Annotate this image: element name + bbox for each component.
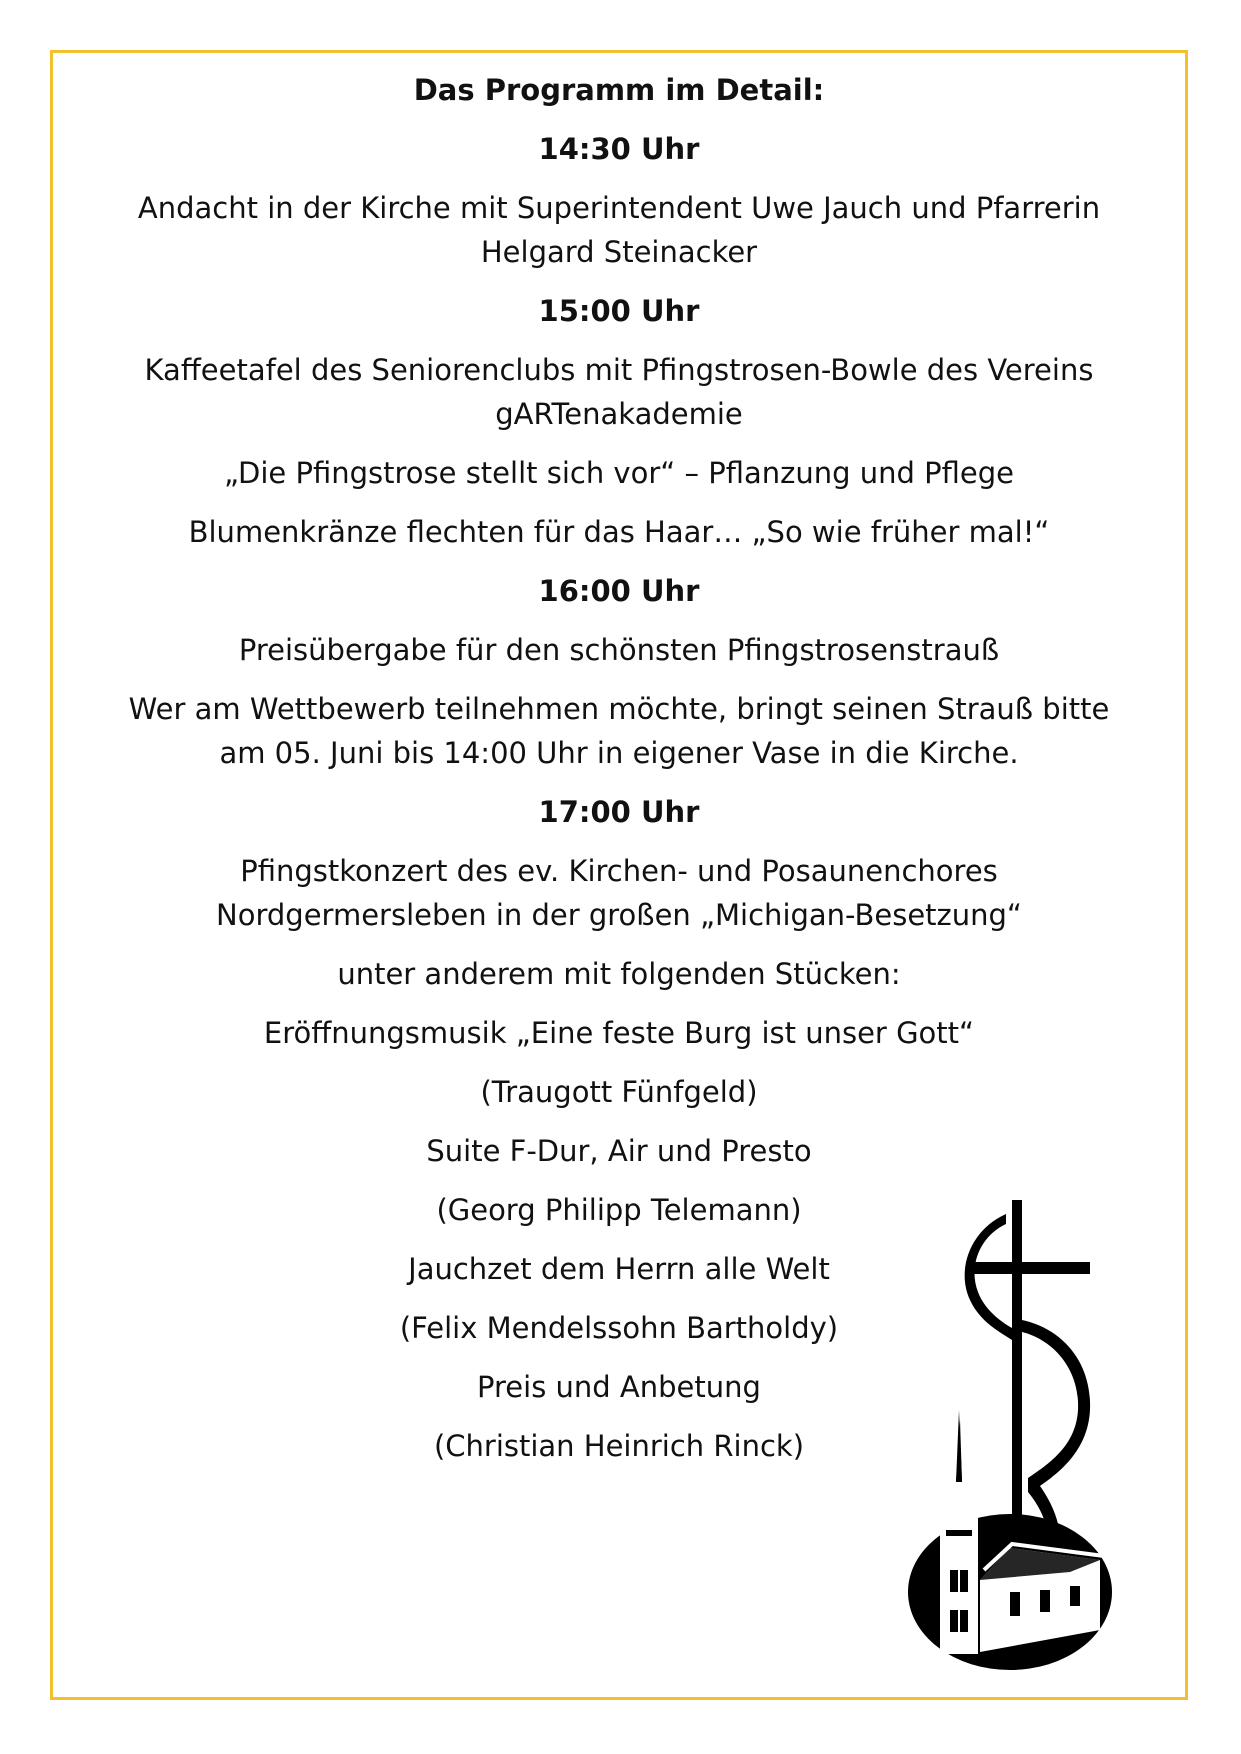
text-line: Jauchzet dem Herrn alle Welt bbox=[408, 1252, 830, 1286]
time-1700: 17:00 Uhr bbox=[538, 795, 700, 829]
text-line: Preisübergabe für den schönsten Pfingstrosenstrauß bbox=[238, 633, 1000, 667]
text-line: „Die Pfingstrose stellt sich vor“ – Pflanzung und Pflege bbox=[224, 456, 1014, 490]
time-1430: 14:30 Uhr bbox=[538, 132, 700, 166]
text-line: (Georg Philipp Telemann) bbox=[436, 1193, 802, 1227]
text-line: Helgard Steinacker bbox=[480, 235, 758, 269]
church-cross-logo-icon bbox=[900, 1200, 1140, 1670]
text-line: Nordgermersleben in der großen „Michigan-Besetzung“ bbox=[216, 898, 1022, 932]
text-line: Eröffnungsmusik „Eine feste Burg ist unser Gott“ bbox=[263, 1016, 975, 1050]
text-line: Pfingstkonzert des ev. Kirchen- und Posaunenchores bbox=[240, 854, 998, 888]
text-line: (Felix Mendelssohn Bartholdy) bbox=[399, 1311, 839, 1345]
text-line: am 05. Juni bis 14:00 Uhr in eigener Vase in die Kirche. bbox=[219, 736, 1019, 770]
time-1500: 15:00 Uhr bbox=[538, 294, 700, 328]
text-line: Wer am Wettbewerb teilnehmen möchte, bringt seinen Strauß bitte bbox=[128, 692, 1110, 726]
program-heading: Das Programm im Detail: bbox=[413, 73, 825, 107]
text-line: Kaffeetafel des Seniorenclubs mit Pfingstrosen-Bowle des Vereins bbox=[144, 353, 1094, 387]
text-line: Suite F-Dur, Air und Presto bbox=[426, 1134, 812, 1168]
text-line: Andacht in der Kirche mit Superintendent Uwe Jauch und Pfarrerin bbox=[137, 191, 1101, 225]
time-1600: 16:00 Uhr bbox=[538, 574, 700, 608]
text-line: gARTenakademie bbox=[495, 397, 743, 431]
text-line: Preis und Anbetung bbox=[477, 1370, 761, 1404]
text-line: (Christian Heinrich Rinck) bbox=[433, 1429, 805, 1463]
text-line: unter anderem mit folgenden Stücken: bbox=[337, 957, 901, 991]
text-line: Blumenkränze flechten für das Haar… „So wie früher mal!“ bbox=[188, 515, 1050, 549]
text-line: (Traugott Fünfgeld) bbox=[480, 1075, 758, 1109]
